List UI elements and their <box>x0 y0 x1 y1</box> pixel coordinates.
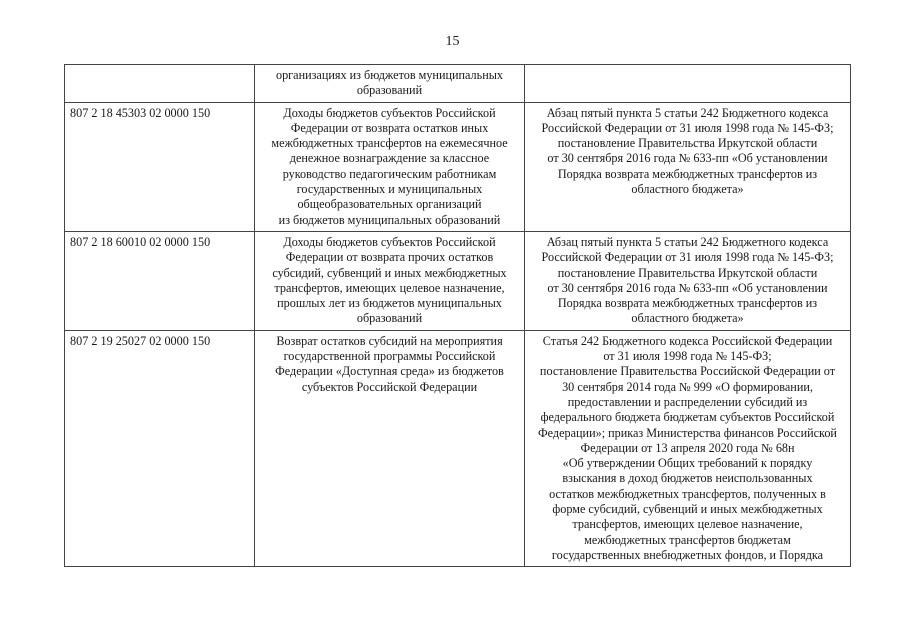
description-line: организациях из бюджетов муниципальных <box>275 68 504 82</box>
description-line: денежное вознаграждение за классное <box>289 151 490 166</box>
legal-basis-line: Федерации»; приказ Министерства финансов Российской <box>538 425 837 440</box>
legal-basis-line: от 31 июля 1998 года № 145-ФЗ; <box>603 349 772 364</box>
page-number: 15 <box>445 34 460 49</box>
legal-basis-line: Федерации от 13 апреля 2020 года № 68н <box>580 440 795 455</box>
description-line: трансфертов, имеющих целевое назначение, <box>274 280 505 295</box>
legal-basis-line: форме субсидий, субвенций и иных межбюджетных <box>552 502 823 517</box>
legal-basis-line: Российской Федерации от 31 июля 1998 года № 145-ФЗ; <box>541 120 834 135</box>
legal-basis-line: межбюджетных трансфертов бюджетам <box>584 532 791 547</box>
revenue-description-cell <box>255 231 525 330</box>
revenue-code-cell: 807 2 18 60010 02 0000 150 <box>65 231 255 330</box>
legal-basis-line: Российской Федерации от 31 июля 1998 года № 145-ФЗ; <box>541 250 834 265</box>
legal-basis-line: «Об утверждении Общих требований к порядку <box>562 456 813 471</box>
description-line: общеобразовательных организаций <box>297 197 482 212</box>
legal-basis-cell <box>525 65 851 103</box>
table-row <box>65 65 851 103</box>
description-line: образований <box>356 83 423 98</box>
legal-basis-line: Порядка возврата межбюджетных трансфертов из <box>557 296 818 311</box>
description-line: Доходы бюджетов субъектов Российской <box>283 234 496 249</box>
description-line: Федерации от возврата остатков иных <box>290 120 489 135</box>
description-line: государственной программы Российской <box>283 349 496 364</box>
description-line: из бюджетов муниципальных образований <box>278 212 501 227</box>
legal-basis-line: Абзац пятый пункта 5 статьи 242 Бюджетного кодекса <box>546 234 829 249</box>
description-line: образований <box>356 311 423 326</box>
legal-basis-line: Абзац пятый пункта 5 статьи 242 Бюджетного кодекса <box>546 105 829 120</box>
revenue-description-cell <box>255 65 525 103</box>
legal-basis-line: областного бюджета» <box>631 311 744 326</box>
legal-basis-cell <box>525 102 851 231</box>
revenue-code-cell <box>65 65 255 103</box>
budget-codes-table <box>64 64 851 567</box>
legal-basis-line: взыскания в доход бюджетов неиспользованных <box>562 471 813 486</box>
legal-basis-line: федерального бюджета бюджетам субъектов Российской <box>540 410 835 425</box>
legal-basis-cell <box>525 330 851 566</box>
table-row <box>65 231 851 330</box>
legal-basis-cell <box>525 231 851 330</box>
legal-basis-line: постановление Правительства Российской Федерации от <box>539 364 836 379</box>
legal-basis-line: Статья 242 Бюджетного кодекса Российской Федерации <box>542 333 833 348</box>
legal-basis-line: постановление Правительства Иркутской области <box>557 136 818 151</box>
legal-basis-line: трансфертов, имеющих целевое назначение, <box>572 517 803 532</box>
description-line: Доходы бюджетов субъектов Российской <box>283 105 496 120</box>
legal-basis-line: областного бюджета» <box>631 182 744 197</box>
table-body <box>65 65 851 567</box>
description-line: межбюджетных трансфертов на ежемесячное <box>271 136 508 151</box>
legal-basis-line: остатков межбюджетных трансфертов, полученных в <box>549 486 826 501</box>
revenue-description-cell <box>255 102 525 231</box>
description-line: Возврат остатков субсидий на мероприятия <box>276 333 503 348</box>
table-row <box>65 102 851 231</box>
description-line: Федерации от возврата прочих остатков <box>285 250 494 265</box>
legal-basis-line: от 30 сентября 2016 года № 633-пп «Об установлении <box>547 280 828 295</box>
description-line: Федерации «Доступная среда» из бюджетов <box>275 364 504 379</box>
description-line: руководство педагогическим работникам <box>282 166 497 181</box>
revenue-code-cell: 807 2 19 25027 02 0000 150 <box>65 330 255 566</box>
legal-basis-line: постановление Правительства Иркутской области <box>557 265 818 280</box>
legal-basis-line: предоставлении и распределении субсидий из <box>567 394 808 409</box>
legal-basis-line: от 30 сентября 2016 года № 633-пп «Об установлении <box>547 151 828 166</box>
legal-basis-line: Порядка возврата межбюджетных трансфертов из <box>557 166 818 181</box>
description-line: субсидий, субвенций и иных межбюджетных <box>272 265 507 280</box>
legal-basis-line: 30 сентября 2014 года № 999 «О формировании, <box>562 379 813 394</box>
revenue-code-cell: 807 2 18 45303 02 0000 150 <box>65 102 255 231</box>
description-line: государственных и муниципальных <box>296 182 483 197</box>
description-line: субъектов Российской Федерации <box>301 379 478 394</box>
revenue-description-cell <box>255 330 525 566</box>
legal-basis-line: государственных внебюджетных фондов, и Порядка <box>551 547 824 562</box>
description-line: прошлых лет из бюджетов муниципальных <box>277 296 502 311</box>
table-row <box>65 330 851 566</box>
